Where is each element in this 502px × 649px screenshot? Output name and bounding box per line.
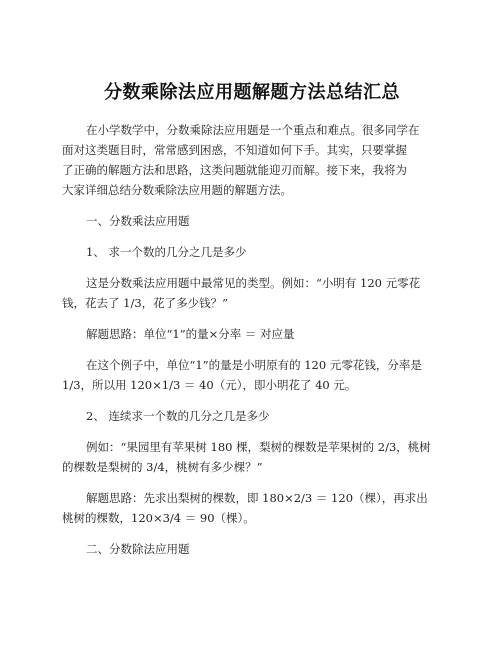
text-line: 的棵数是梨树的 3/4，桃树有多少棵？” <box>62 460 263 474</box>
explanation-paragraph-1 <box>62 355 442 395</box>
text-line: 例如：“果园里有苹果树 180 棵，梨树的棵数是苹果树的 2/3，桃树 <box>86 440 431 454</box>
text-line: 桃树的棵数，120×3/4 ＝ 90（棵）。 <box>62 511 255 525</box>
text-line: 钱，花去了 1/3，花了多少钱？” <box>62 296 229 310</box>
text-line: 在小学数学中，分数乘除法应用题是一个重点和难点。很多同学在 <box>86 123 420 137</box>
intro-paragraph <box>62 120 442 200</box>
text-line: 在这个例子中，单位“1”的量是小明原有的 120 元零花钱，分率是 <box>86 358 422 372</box>
subsection-heading-2: 2、 连续求一个数的几分之几是多少 <box>86 409 270 423</box>
example-paragraph-2 <box>62 437 442 477</box>
example-paragraph-1 <box>62 273 442 313</box>
text-line: 这是分数乘法应用题中最常见的类型。例如：“小明有 120 元零花 <box>86 276 421 290</box>
section-heading-division: 二、分数除法应用题 <box>86 542 190 556</box>
section-heading-multiplication: 一、分数乘法应用题 <box>86 214 190 228</box>
solution-idea-1: 解题思路：单位“1”的量×分率 ＝ 对应量 <box>86 327 295 341</box>
text-line: 解题思路：先求出梨树的棵数，即 180×2/3 ＝ 120（棵），再求出 <box>86 491 428 505</box>
document-title: 分数乘除法应用题解题方法总结汇总 <box>104 82 400 103</box>
document-page <box>62 78 442 570</box>
text-line: 大家详细总结分数乘除法应用题的解题方法。 <box>62 183 292 197</box>
subsection-heading-1: 1、 求一个数的几分之几是多少 <box>86 245 247 259</box>
text-line: 1/3，所以用 120×1/3 ＝ 40（元），即小明花了 40 元。 <box>62 378 357 392</box>
solution-paragraph-2 <box>62 488 442 528</box>
text-line: 面对这类题目时，常常感到困惑，不知道如何下手。其实，只要掌握 <box>62 143 407 157</box>
text-line: 了正确的解题方法和思路，这类问题就能迎刃而解。接下来，我将为 <box>62 163 407 177</box>
